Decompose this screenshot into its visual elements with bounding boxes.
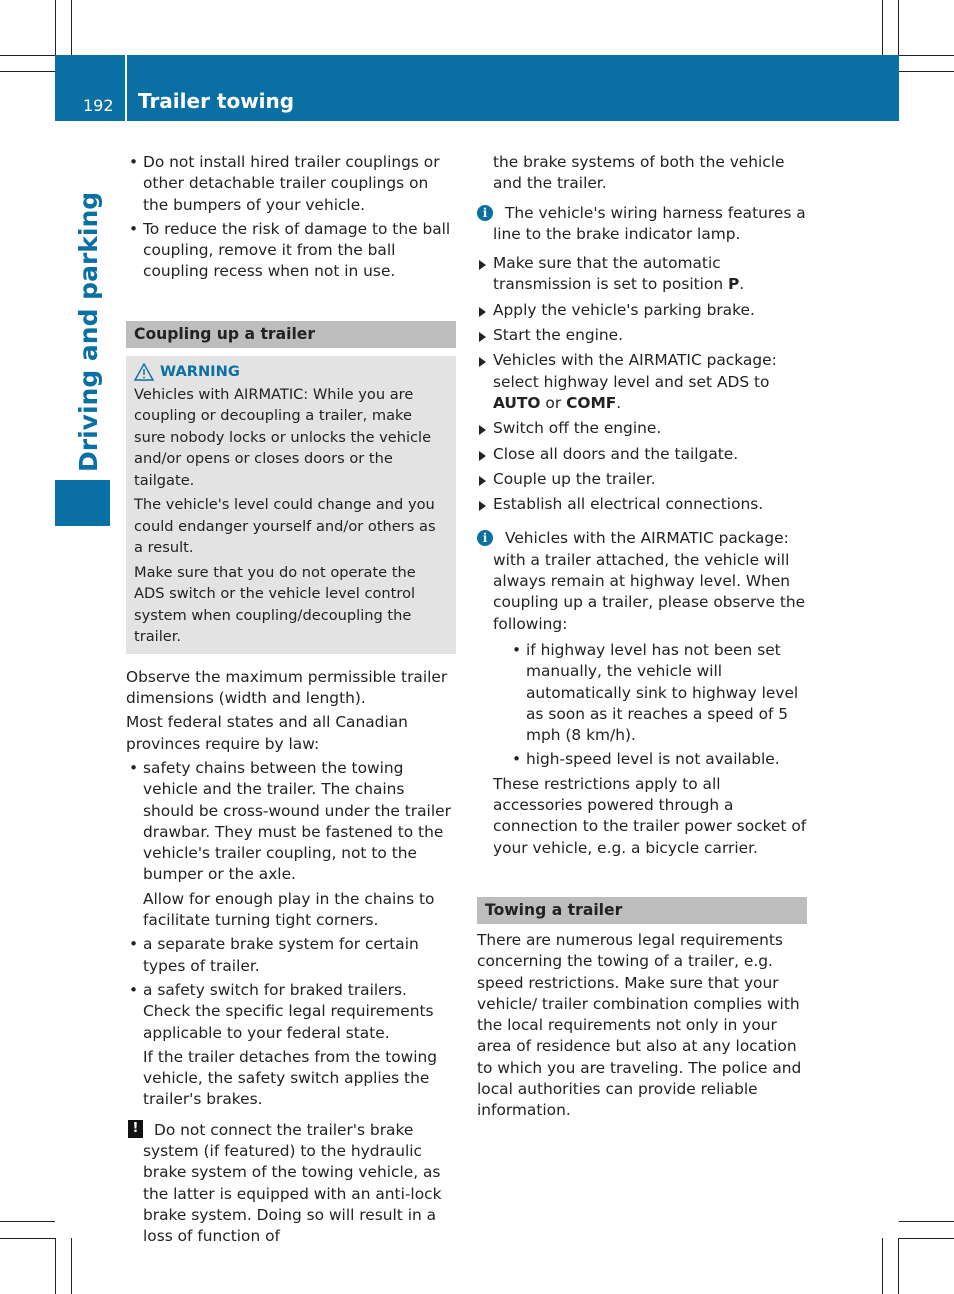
left-column — [126, 152, 456, 1248]
crop-mark — [882, 1238, 883, 1294]
paragraph: There are numerous legal requirements concerning the towing of a trailer, e.g. speed restrictions. Make sure that your vehicle/ trailer combination complies with the local requirements not only in your area of residence but also at any location to which you are traveling. The police and local authorities can provide reliable information. — [477, 930, 802, 1120]
paragraph: Observe the maximum permissible trailer dimensions (width and length). — [126, 667, 448, 708]
list-item-subtext: If the trailer detaches from the towing vehicle, the safety switch applies the trailer's brakes. — [143, 1047, 438, 1109]
crop-mark — [882, 0, 883, 55]
step-item: Start the engine. — [477, 325, 807, 346]
right-column — [477, 152, 807, 1122]
paragraph: Most federal states and all Canadian provinces require by law: — [126, 713, 408, 753]
section-heading-towing: Towing a trailer — [477, 897, 807, 924]
crop-mark — [55, 1238, 56, 1294]
chapter-label: Driving and parking — [74, 191, 103, 472]
info-note — [477, 528, 807, 858]
warning-text: The vehicle's level could change and you could endanger yourself and/or others as a result. — [134, 496, 436, 557]
warning-triangle-icon — [134, 363, 154, 381]
list-item: • Do not install hired trailer couplings or other detachable trailer couplings on the bumpers of your vehicle. — [126, 152, 456, 216]
step-item: Apply the vehicle's parking brake. — [477, 300, 807, 321]
step-text: . — [616, 393, 622, 412]
crop-mark — [899, 1238, 954, 1239]
crop-mark — [898, 1238, 899, 1294]
list-item: • a separate brake system for certain types of trailer. — [126, 934, 456, 977]
step-text: Make sure that the automatic transmission is set to position — [493, 254, 729, 294]
paragraph: These restrictions apply to all accessories powered through a connection to the trailer power socket of your vehicle, e.g. a bicycle carrier. — [493, 774, 807, 857]
warning-text: Make sure that you do not operate the ADS switch or the vehicle level control system when coupling/decoupling the trailer. — [134, 563, 416, 646]
warning-box — [126, 356, 456, 654]
info-text: The vehicle's wiring harness features a line to the brake indicator lamp. — [493, 203, 806, 243]
crop-mark — [0, 1221, 55, 1222]
crop-mark — [899, 71, 954, 72]
header-divider — [125, 55, 127, 121]
step-value: P — [728, 275, 740, 294]
crop-mark — [55, 0, 56, 55]
note-text: Do not connect the trailer's brake system (if featured) to the hydraulic brake system of the towing vehicle, as the latter is equipped with an anti-lock brake system. Doing so will result in a loss of function of — [143, 1120, 442, 1246]
crop-mark — [898, 0, 899, 55]
step-text: . — [739, 275, 745, 294]
crop-mark — [0, 71, 55, 72]
crop-mark — [71, 1238, 72, 1294]
crop-mark — [899, 1221, 954, 1222]
step-item: Couple up the trailer. — [477, 469, 807, 490]
warning-label: WARNING — [160, 363, 240, 381]
info-icon: i — [477, 205, 493, 221]
list-item — [126, 758, 456, 886]
step-value: AUTO — [493, 393, 541, 412]
exclamation-icon: ! — [128, 1120, 143, 1138]
list-item: • a safety switch for braked trailers. Check the specific legal requirements applicable to your federal state. — [126, 980, 456, 1044]
crop-mark — [899, 55, 954, 56]
step-item: Establish all electrical connections. — [477, 494, 807, 515]
step-item: Switch off the engine. — [477, 418, 807, 439]
info-note — [477, 203, 807, 246]
list-item: • if highway level has not been set manually, the vehicle will automatically sink to highway level as soon as it reaches a speed of 5 mph (8 km/h). — [509, 640, 807, 746]
note-block — [126, 1120, 456, 1248]
list-item: • high-speed level is not available. — [509, 749, 807, 770]
info-text: Vehicles with the AIRMATIC package: with a trailer attached, the vehicle will always remain at highway level. When coupling up a trailer, please observe the following: — [493, 529, 806, 633]
info-icon: i — [477, 530, 493, 546]
section-heading-coupling: Coupling up a trailer — [126, 321, 456, 348]
crop-mark — [0, 1238, 55, 1239]
step-value: COMF — [566, 393, 617, 412]
page-title: Trailer towing — [138, 89, 295, 113]
list-item-text: safety chains between the towing vehicle and the trailer. The chains should be cross-wound under the trailer drawbar. They must be fastened to the vehicle's trailer coupling, not to the bumper or the axle. — [143, 758, 451, 884]
chapter-tab — [55, 480, 110, 526]
step-item — [477, 253, 807, 296]
warning-text: Vehicles with AIRMATIC: While you are coupling or decoupling a trailer, make sure nobody locks or unlocks the vehicle and/or opens or closes doors or the tailgate. — [134, 385, 432, 489]
step-item — [477, 350, 807, 414]
list-item: • To reduce the risk of damage to the ball coupling, remove it from the ball coupling recess when not in use. — [126, 219, 456, 283]
crop-mark — [71, 0, 72, 55]
page-number: 192 — [83, 96, 114, 115]
list-item-subtext: Allow for enough play in the chains to facilitate turning tight corners. — [143, 889, 435, 930]
step-text: or — [540, 393, 567, 412]
step-item: Close all doors and the tailgate. — [477, 444, 807, 465]
step-text: Vehicles with the AIRMATIC package: select highway level and set ADS to — [493, 351, 777, 391]
crop-mark — [0, 55, 55, 56]
warning-header — [134, 360, 448, 384]
paragraph: the brake systems of both the vehicle and the trailer. — [493, 153, 785, 193]
